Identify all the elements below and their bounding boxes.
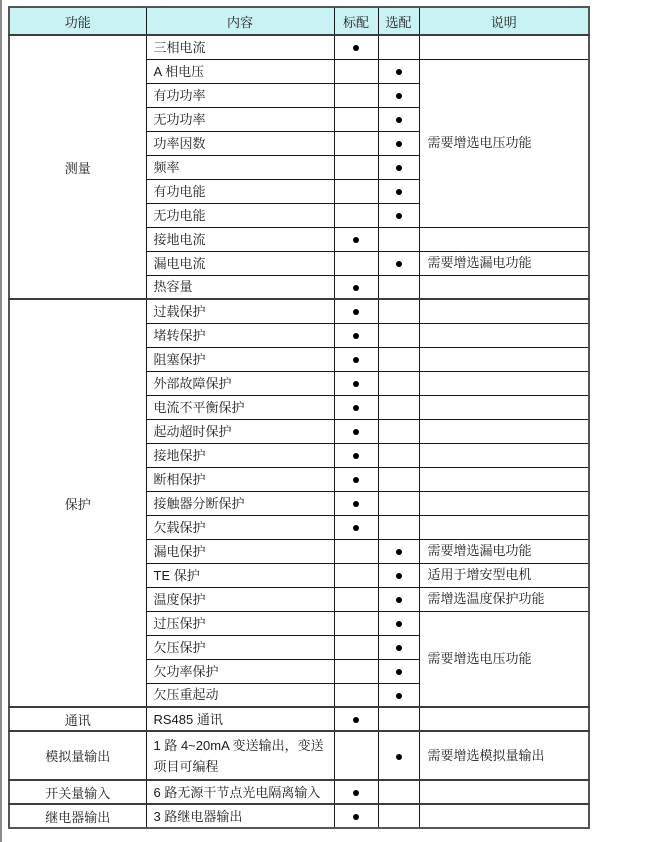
table-header-row — [9, 7, 589, 35]
standard-mark-cell — [334, 515, 378, 539]
bullet-dot-icon — [353, 717, 359, 723]
content-cell: 三相电流 — [146, 35, 334, 59]
standard-mark-cell — [334, 155, 378, 179]
note-cell — [419, 35, 589, 59]
standard-mark-cell — [334, 347, 378, 371]
optional-mark-cell — [378, 731, 419, 780]
standard-mark-cell — [334, 443, 378, 467]
note-cell — [419, 707, 589, 731]
optional-mark-cell — [378, 683, 419, 707]
bullet-dot-icon — [396, 645, 402, 651]
standard-mark-cell — [334, 780, 378, 804]
standard-mark-cell — [334, 371, 378, 395]
content-cell: 6 路无源干节点光电隔离输入 — [146, 780, 334, 804]
optional-mark-cell — [378, 539, 419, 563]
standard-mark-cell — [334, 587, 378, 611]
standard-mark-cell — [334, 275, 378, 299]
content-cell: 起动超时保护 — [146, 419, 334, 443]
page-edge-line — [0, 0, 2, 842]
optional-mark-cell — [378, 707, 419, 731]
bullet-dot-icon — [353, 357, 359, 363]
optional-mark-cell — [378, 107, 419, 131]
optional-mark-cell — [378, 611, 419, 635]
note-cell: 需要增选漏电功能 — [419, 539, 589, 563]
note-cell — [419, 467, 589, 491]
note-cell — [419, 371, 589, 395]
optional-mark-cell — [378, 203, 419, 227]
content-cell: 欠压重起动 — [146, 683, 334, 707]
bullet-dot-icon — [353, 814, 359, 820]
standard-mark-cell — [334, 563, 378, 587]
bullet-dot-icon — [396, 669, 402, 675]
optional-mark-cell — [378, 131, 419, 155]
note-cell — [419, 323, 589, 347]
optional-mark-cell — [378, 323, 419, 347]
note-cell — [419, 419, 589, 443]
content-cell: RS485 通讯 — [146, 707, 334, 731]
standard-mark-cell — [334, 491, 378, 515]
bullet-dot-icon — [353, 309, 359, 315]
bullet-dot-icon — [353, 477, 359, 483]
content-cell: 接地电流 — [146, 227, 334, 251]
content-cell: 过载保护 — [146, 299, 334, 323]
standard-mark-cell — [334, 395, 378, 419]
content-cell: 频率 — [146, 155, 334, 179]
bullet-dot-icon — [396, 754, 402, 760]
bullet-dot-icon — [353, 381, 359, 387]
optional-mark-cell — [378, 780, 419, 804]
bullet-dot-icon — [353, 405, 359, 411]
function-group-cell: 保护 — [9, 299, 146, 707]
optional-mark-cell — [378, 563, 419, 587]
table-row — [9, 780, 589, 804]
optional-mark-cell — [378, 299, 419, 323]
content-cell: 欠载保护 — [146, 515, 334, 539]
optional-mark-cell — [378, 347, 419, 371]
standard-mark-cell — [334, 179, 378, 203]
optional-mark-cell — [378, 275, 419, 299]
table-row — [9, 804, 589, 828]
function-group-cell: 测量 — [9, 35, 146, 299]
bullet-dot-icon — [396, 549, 402, 555]
standard-mark-cell — [334, 35, 378, 59]
bullet-dot-icon — [396, 165, 402, 171]
bullet-dot-icon — [396, 621, 402, 627]
column-header-content: 内容 — [146, 7, 334, 35]
standard-mark-cell — [334, 659, 378, 683]
table-row — [9, 731, 589, 780]
content-cell: 断相保护 — [146, 467, 334, 491]
optional-mark-cell — [378, 443, 419, 467]
content-cell: 有功功率 — [146, 83, 334, 107]
standard-mark-cell — [334, 251, 378, 275]
standard-mark-cell — [334, 731, 378, 780]
bullet-dot-icon — [353, 45, 359, 51]
standard-mark-cell — [334, 611, 378, 635]
note-cell: 需要增选漏电功能 — [419, 251, 589, 275]
standard-mark-cell — [334, 107, 378, 131]
optional-mark-cell — [378, 251, 419, 275]
bullet-dot-icon — [396, 573, 402, 579]
bullet-dot-icon — [353, 525, 359, 531]
content-cell: 欠功率保护 — [146, 659, 334, 683]
note-cell: 需要增选电压功能 — [419, 611, 589, 707]
content-cell: 过压保护 — [146, 611, 334, 635]
bullet-dot-icon — [396, 93, 402, 99]
content-cell: 堵转保护 — [146, 323, 334, 347]
note-cell — [419, 395, 589, 419]
optional-mark-cell — [378, 804, 419, 828]
bullet-dot-icon — [396, 597, 402, 603]
bullet-dot-icon — [353, 237, 359, 243]
content-cell: 3 路继电器输出 — [146, 804, 334, 828]
note-cell: 需增选温度保护功能 — [419, 587, 589, 611]
content-cell: 功率因数 — [146, 131, 334, 155]
optional-mark-cell — [378, 227, 419, 251]
standard-mark-cell — [334, 131, 378, 155]
content-cell: 漏电保护 — [146, 539, 334, 563]
function-group-cell: 继电器输出 — [9, 804, 146, 828]
optional-mark-cell — [378, 635, 419, 659]
optional-mark-cell — [378, 59, 419, 83]
optional-mark-cell — [378, 515, 419, 539]
optional-mark-cell — [378, 659, 419, 683]
optional-mark-cell — [378, 35, 419, 59]
note-cell — [419, 804, 589, 828]
content-cell: A 相电压 — [146, 59, 334, 83]
optional-mark-cell — [378, 587, 419, 611]
bullet-dot-icon — [396, 213, 402, 219]
content-cell: 欠压保护 — [146, 635, 334, 659]
content-cell: 漏电电流 — [146, 251, 334, 275]
note-cell: 适用于增安型电机 — [419, 563, 589, 587]
content-cell: 接地保护 — [146, 443, 334, 467]
standard-mark-cell — [334, 419, 378, 443]
content-cell: 无功电能 — [146, 203, 334, 227]
bullet-dot-icon — [396, 117, 402, 123]
function-group-cell: 开关量输入 — [9, 780, 146, 804]
standard-mark-cell — [334, 227, 378, 251]
content-cell: 温度保护 — [146, 587, 334, 611]
content-cell: 外部故障保护 — [146, 371, 334, 395]
optional-mark-cell — [378, 419, 419, 443]
bullet-dot-icon — [353, 453, 359, 459]
content-cell: 电流不平衡保护 — [146, 395, 334, 419]
note-cell — [419, 515, 589, 539]
bullet-dot-icon — [353, 285, 359, 291]
bullet-dot-icon — [353, 429, 359, 435]
standard-mark-cell — [334, 203, 378, 227]
bullet-dot-icon — [353, 333, 359, 339]
table-row — [9, 299, 589, 323]
note-cell — [419, 443, 589, 467]
standard-mark-cell — [334, 467, 378, 491]
function-group-cell: 模拟量输出 — [9, 731, 146, 780]
function-group-cell: 通讯 — [9, 707, 146, 731]
table-body — [9, 35, 589, 828]
table-row — [9, 707, 589, 731]
content-cell: 接触器分断保护 — [146, 491, 334, 515]
bullet-dot-icon — [396, 141, 402, 147]
standard-mark-cell — [334, 804, 378, 828]
standard-mark-cell — [334, 707, 378, 731]
note-cell — [419, 347, 589, 371]
bullet-dot-icon — [396, 693, 402, 699]
note-cell — [419, 227, 589, 251]
standard-mark-cell — [334, 683, 378, 707]
optional-mark-cell — [378, 155, 419, 179]
table-row — [9, 35, 589, 59]
bullet-dot-icon — [396, 261, 402, 267]
standard-mark-cell — [334, 59, 378, 83]
standard-mark-cell — [334, 539, 378, 563]
bullet-dot-icon — [396, 69, 402, 75]
note-cell — [419, 780, 589, 804]
standard-mark-cell — [334, 299, 378, 323]
note-cell — [419, 299, 589, 323]
bullet-dot-icon — [396, 189, 402, 195]
column-header-note: 说明 — [419, 7, 589, 35]
optional-mark-cell — [378, 179, 419, 203]
note-cell: 需要增选电压功能 — [419, 59, 589, 227]
content-cell: 有功电能 — [146, 179, 334, 203]
note-cell: 需要增选模拟量输出 — [419, 731, 589, 780]
standard-mark-cell — [334, 323, 378, 347]
content-cell: TE 保护 — [146, 563, 334, 587]
content-cell: 无功功率 — [146, 107, 334, 131]
spec-table — [8, 6, 590, 829]
content-cell: 热容量 — [146, 275, 334, 299]
note-cell — [419, 275, 589, 299]
column-header-standard: 标配 — [334, 7, 378, 35]
optional-mark-cell — [378, 491, 419, 515]
column-header-function: 功能 — [9, 7, 146, 35]
optional-mark-cell — [378, 467, 419, 491]
optional-mark-cell — [378, 395, 419, 419]
standard-mark-cell — [334, 83, 378, 107]
optional-mark-cell — [378, 371, 419, 395]
optional-mark-cell — [378, 83, 419, 107]
standard-mark-cell — [334, 635, 378, 659]
note-cell — [419, 491, 589, 515]
column-header-optional: 选配 — [378, 7, 419, 35]
bullet-dot-icon — [353, 790, 359, 796]
bullet-dot-icon — [353, 501, 359, 507]
content-cell: 1 路 4~20mA 变送输出，变送项目可编程 — [146, 731, 334, 780]
content-cell: 阻塞保护 — [146, 347, 334, 371]
